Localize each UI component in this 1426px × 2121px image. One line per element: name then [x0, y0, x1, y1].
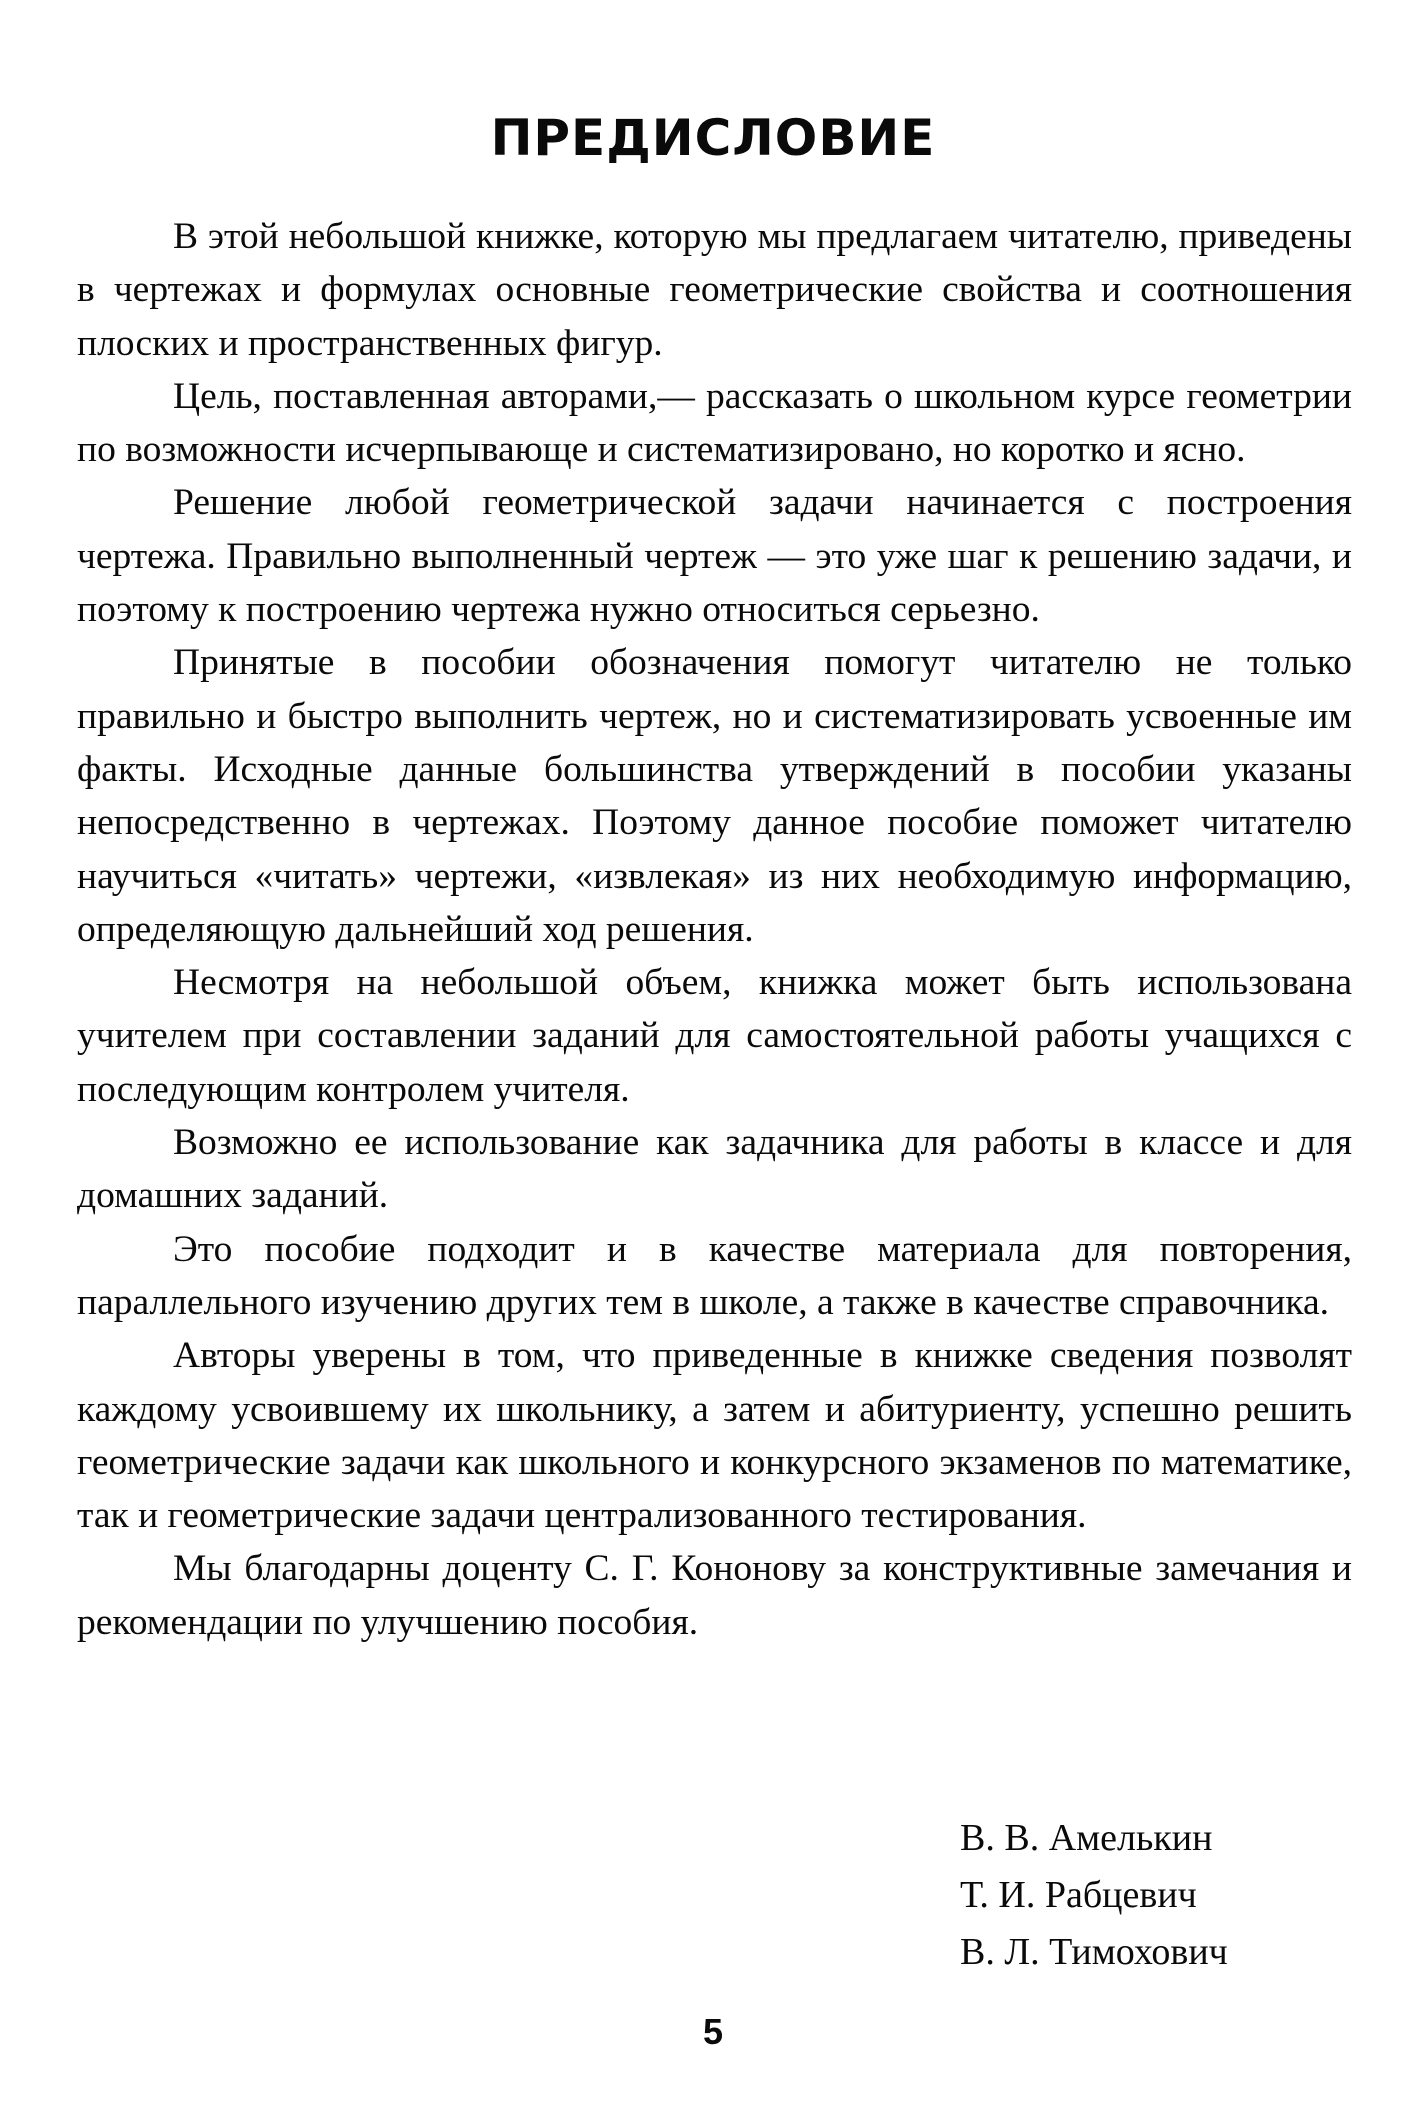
author-name: Т. И. Рабцевич: [960, 1874, 1197, 1916]
paragraph-3: Решение любой геометрической задачи начинается с построения чертежа. Правильно выполненный чертеж — это уже шаг к решению задачи, и поэтому к построению чертежа нужно относиться серьезно.: [77, 482, 1352, 631]
paragraph-1: В этой небольшой книжке, которую мы предлагаем читателю, приведены в чертежах и формулах основные геометрические свойства и соотношения плоских и пространственных фигур.: [77, 216, 1352, 364]
page-number: 5: [702, 2011, 724, 2052]
page-title: ПРЕДИСЛОВИЕ: [490, 109, 936, 167]
paragraph-5: Несмотря на небольшой объем, книжка может быть использована учителем при составлении заданий для самостоятельной работы учащихся с последующим контролем учителя.: [77, 962, 1352, 1110]
preface-body: [77, 210, 1352, 1649]
paragraph-6: Возможно ее использование как задачника для работы в классе и для домашних заданий.: [77, 1122, 1352, 1217]
author-name: В. Л. Тимохович: [960, 1931, 1228, 1973]
paragraph-7: Это пособие подходит и в качестве материала для повторения, параллельного изучению других тем в школе, а также в качестве справочника.: [77, 1228, 1352, 1323]
paragraph-8: Авторы уверены в том, что приведенные в книжке сведения позволят каждому усвоившему их школьнику, а затем и абитуриенту, успешно решить геометрические задачи как школьного и конкурсного экзаменов по математике, так и геометрические задачи централизованного тестирования.: [77, 1335, 1352, 1537]
paragraph-2: Цель, поставленная авторами,— рассказать о школьном курсе геометрии по возможности исчерпывающе и систематизировано, но коротко и ясно.: [77, 375, 1352, 471]
author-name: В. В. Амелькин: [960, 1817, 1213, 1859]
paragraph-9: Мы благодарны доценту С. Г. Кононову за конструктивные замечания и рекомендации по улучшению пособия.: [77, 1548, 1352, 1643]
paragraph-4: Принятые в пособии обозначения помогут читателю не только правильно и быстро выполнить чертеж, но и систематизировать усвоенные им факты. Исходные данные большинства утверждений в пособии указаны непосредственно в чертежах. Поэтому данное пособие поможет читателю научиться «читать» чертежи, «извлекая» из них необходимую информацию, определяющую дальнейший ход решения.: [77, 642, 1352, 950]
author-signatures: [960, 1810, 1360, 1981]
